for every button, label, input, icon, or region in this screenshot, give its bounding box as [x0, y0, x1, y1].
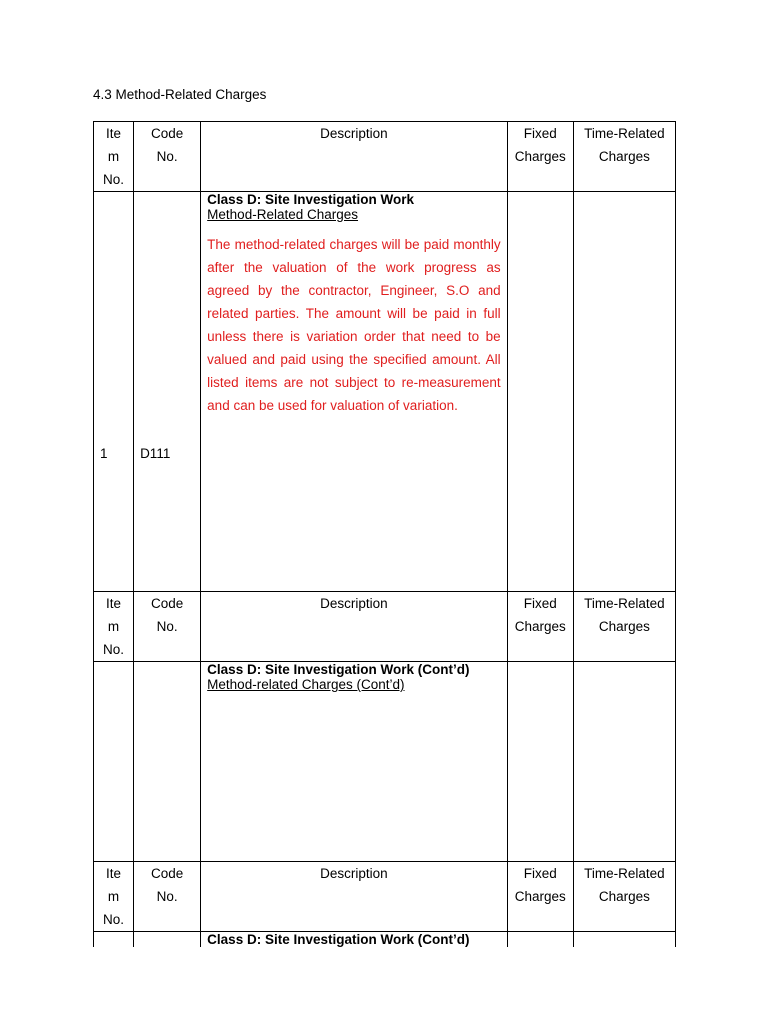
header-time-related-charges: Time-Related Charges: [573, 592, 675, 662]
header-row: [94, 592, 676, 662]
class-heading: Class D: Site Investigation Work (Cont’d): [207, 932, 470, 947]
header-fixed-charges: Fixed Charges: [507, 592, 573, 662]
table-row: [94, 662, 676, 862]
header-item-no: Ite m No.: [94, 862, 134, 932]
item-no-cell: [94, 932, 134, 948]
header-description: Description: [201, 592, 508, 662]
time-related-charges-cell: [573, 932, 675, 948]
header-item-no: Ite m No.: [94, 122, 134, 192]
time-related-charges-cell: [573, 192, 675, 592]
item-no-cell: [94, 662, 134, 862]
header-fixed-charges: Fixed Charges: [507, 122, 573, 192]
code-no: D111: [140, 446, 171, 461]
description-cell: [201, 932, 508, 948]
code-no-cell: [134, 932, 201, 948]
section-title: 4.3 Method-Related Charges: [93, 87, 267, 102]
header-code-no: Code No.: [134, 862, 201, 932]
sub-heading: Method-related Charges (Cont’d): [207, 677, 405, 692]
item-no: 1: [100, 446, 108, 461]
header-description: Description: [201, 122, 508, 192]
class-heading: Class D: Site Investigation Work: [207, 192, 414, 207]
class-heading: Class D: Site Investigation Work (Cont’d): [207, 662, 470, 677]
code-no-cell: [134, 192, 201, 592]
time-related-charges-cell: [573, 662, 675, 862]
item-no-cell: [94, 192, 134, 592]
description-cell: [201, 662, 508, 862]
table-row: [94, 932, 676, 948]
description-cell: [201, 192, 508, 592]
table-row: [94, 192, 676, 592]
header-row: [94, 862, 676, 932]
description-paragraph: The method-related charges will be paid monthly after the valuation of the work progress as agreed by the contractor, Engineer, S.O and related parties. The amount will be paid in full unless there is variation order that need to be valued and paid using the specified amount. All listed items are not subject to re-measurement and can be used for valuation of variation.: [207, 237, 501, 413]
header-fixed-charges: Fixed Charges: [507, 862, 573, 932]
header-row: [94, 122, 676, 192]
header-code-no: Code No.: [134, 122, 201, 192]
sub-heading: Method-Related Charges: [207, 207, 359, 222]
header-item-no: Ite m No.: [94, 592, 134, 662]
fixed-charges-cell: [507, 662, 573, 862]
code-no-cell: [134, 662, 201, 862]
header-time-related-charges: Time-Related Charges: [573, 122, 675, 192]
fixed-charges-cell: [507, 932, 573, 948]
header-time-related-charges: Time-Related Charges: [573, 862, 675, 932]
header-code-no: Code No.: [134, 592, 201, 662]
fixed-charges-cell: [507, 192, 573, 592]
bill-of-quantities-table: [93, 121, 676, 947]
header-description: Description: [201, 862, 508, 932]
